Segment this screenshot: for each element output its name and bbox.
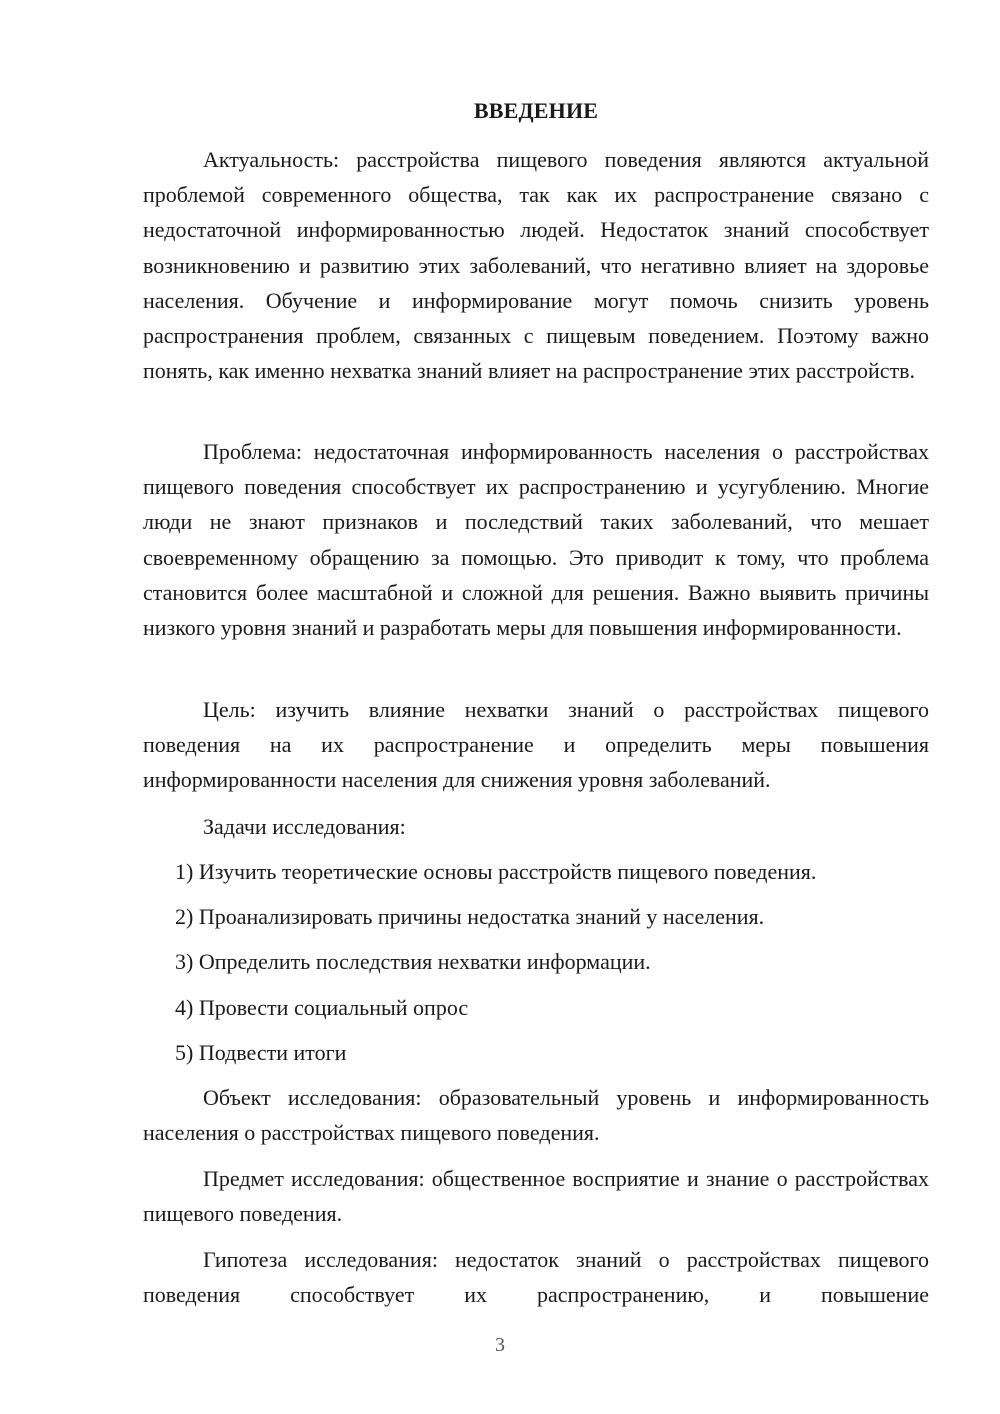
paragraph-subject: Предмет исследования: общественное восприятие и знание о расстройствах пищевого поведения. [143,1166,929,1227]
paragraph-hypothesis: Гипотеза исследования: недостаток знаний о расстройствах пищевого поведения способствует их распространению, и повышение [143,1247,929,1308]
page-title: ВВЕДЕНИЕ [473,98,599,123]
paragraph-object: Объект исследования: образовательный уровень и информированность населения о расстройствах пищевого поведения. [143,1085,929,1146]
task-item-1: 1) Изучить теоретические основы расстройств пищевого поведения. [175,859,817,884]
paragraph-relevance: Актуальность: расстройства пищевого поведения являются актуальной проблемой современного общества, так как их распространение связано с недостаточной информированностью людей. Недостаток знаний способствует возникновению и развитию этих заболеваний, что негативно влияет на здоровье населения. Обучение и информирование могут помочь снизить уровень распространения проблем, связанных с пищевым поведением. Поэтому важно понять, как именно нехватка знаний влияет на распространение этих расстройств. [143,147,929,384]
task-item-2: 2) Проанализировать причины недостатка знаний у населения. [175,904,765,929]
paragraph-goal: Цель: изучить влияние нехватки знаний о расстройствах пищевого поведения на их распространение и определить меры повышения информированности населения для снижения уровня заболеваний. [143,697,929,793]
task-item-3: 3) Определить последствия нехватки информации. [175,949,651,974]
task-item-4: 4) Провести социальный опрос [175,995,469,1020]
tasks-title: Задачи исследования: [203,814,406,839]
paragraph-problem: Проблема: недостаточная информированность населения о расстройствах пищевого поведения способствует их распространению и усугублению. Многие люди не знают признаков и последствий таких заболеваний, что мешает своевременному обращению за помощью. Это приводит к тому, что проблема становится более масштабной и сложной для решения. Важно выявить причины низкого уровня знаний и разработать меры для повышения информированности. [143,439,929,641]
task-item-5: 5) Подвести итоги [175,1040,347,1065]
page-number: 3 [495,1334,505,1356]
